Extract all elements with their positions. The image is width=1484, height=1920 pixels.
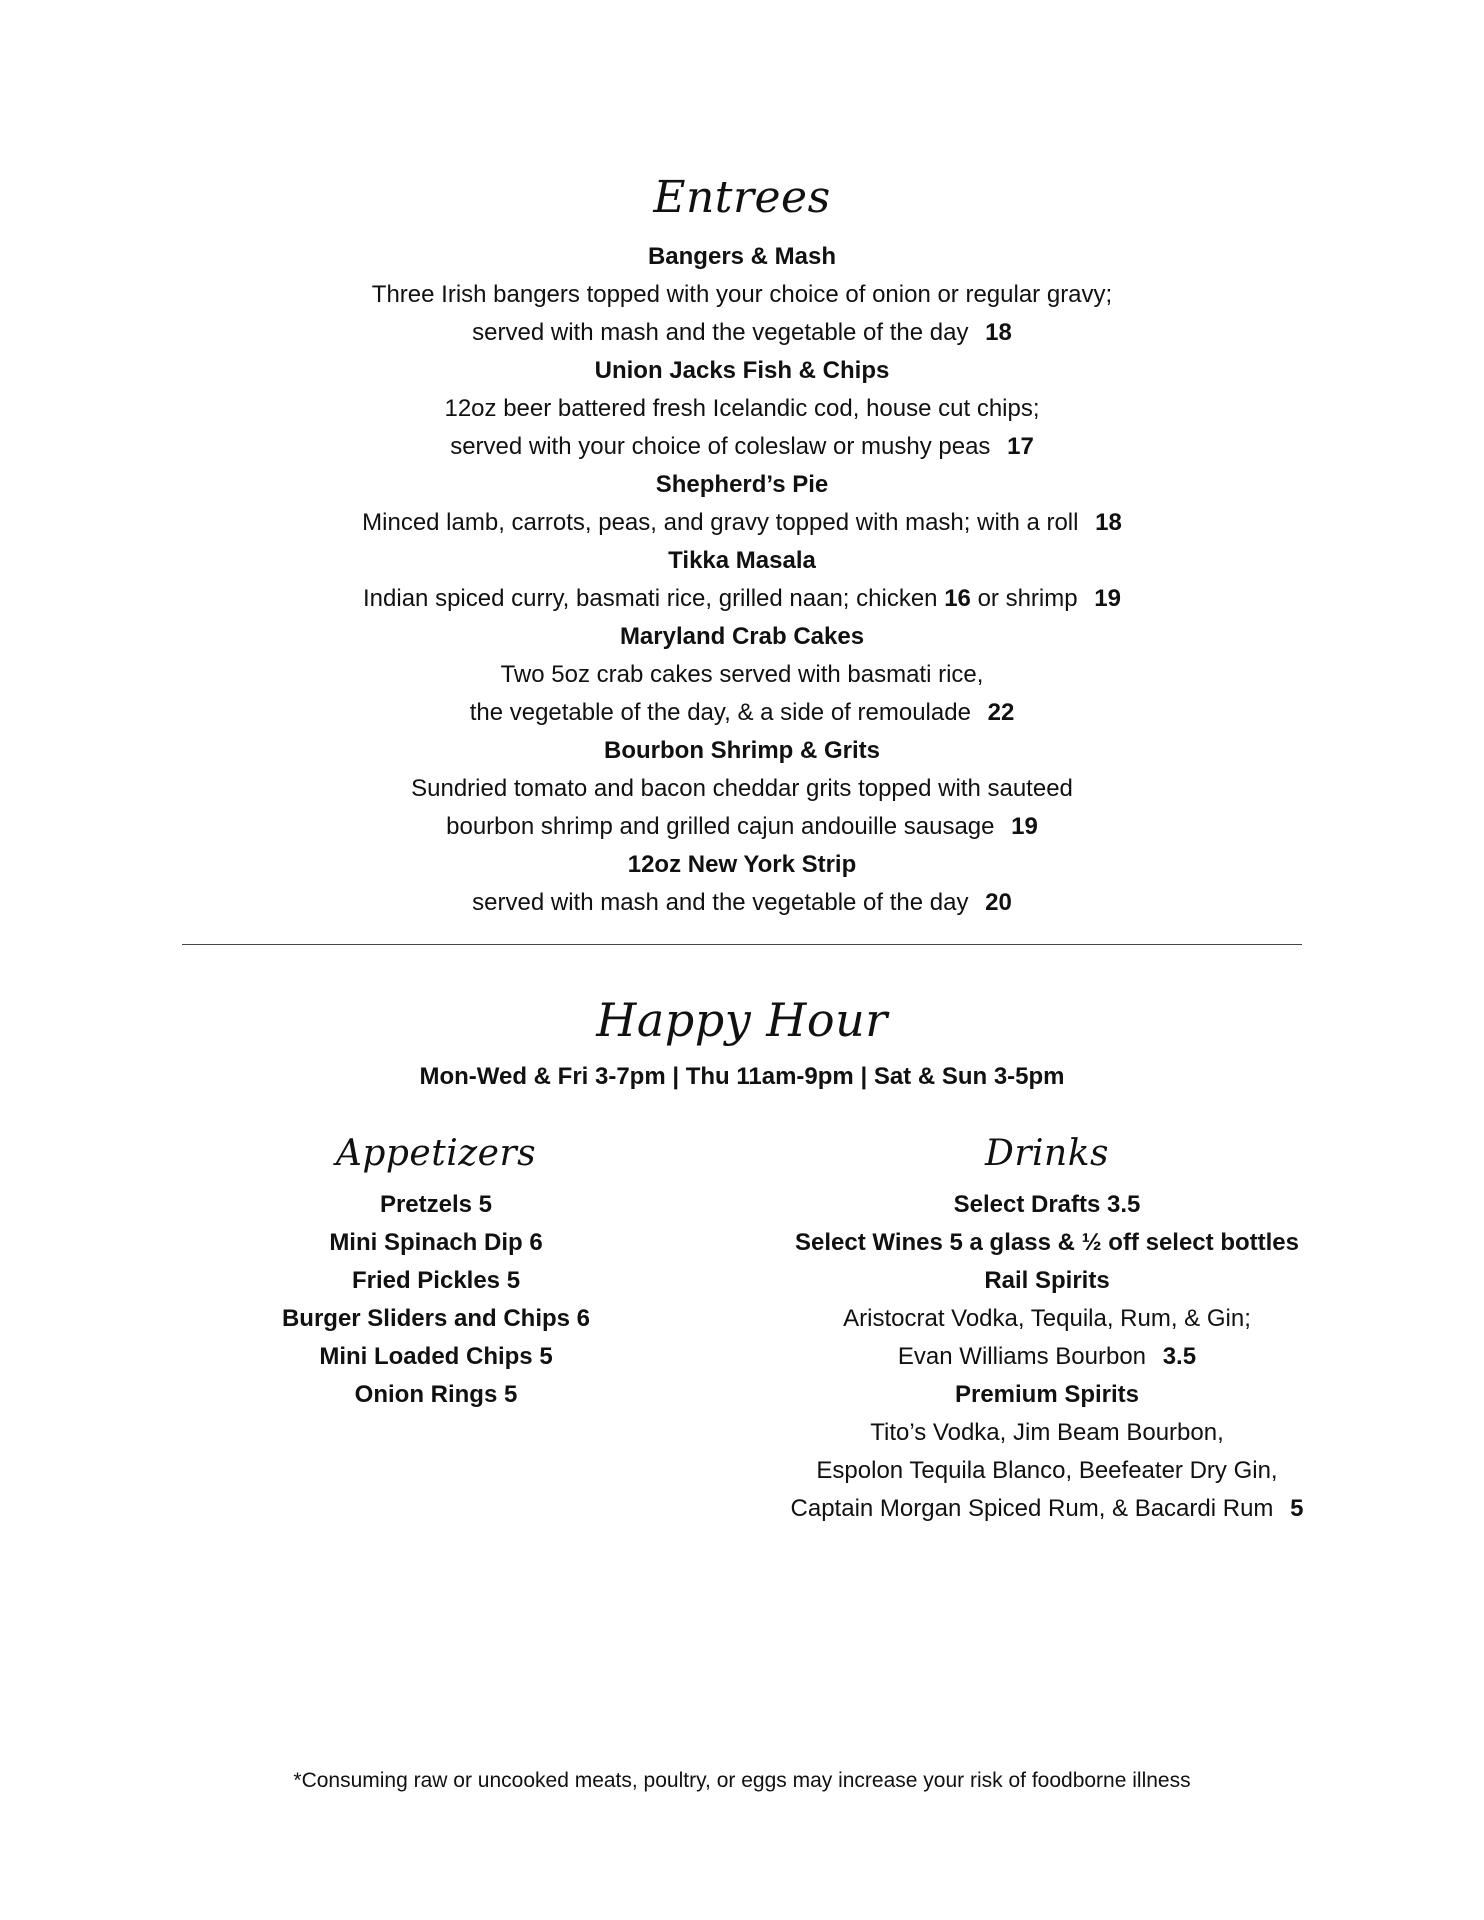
item-price: 22 [987, 699, 1015, 726]
item-description-text: Indian spiced curry, basmati rice, grilled naan; chicken [363, 585, 938, 612]
item-description-text: served with mash and the vegetable of the day [472, 889, 969, 916]
rail-spirits-text: Evan Williams Bourbon [897, 1343, 1147, 1370]
drink-item: Select Wines 5 a glass & ½ off select bottles [795, 1229, 1299, 1256]
item-price: 18 [985, 319, 1012, 346]
menu-item [0, 846, 1484, 922]
entrees-section [0, 168, 1484, 922]
appetizer-item: Burger Sliders and Chips 6 [281, 1305, 591, 1332]
drinks-column [772, 1130, 1322, 1528]
item-description-text: served with mash and the vegetable of the day [472, 319, 969, 346]
item-description: Two 5oz crab cakes served with basmati rice, [500, 661, 984, 688]
item-price-shrimp: 19 [1094, 585, 1121, 612]
drink-item: Select Drafts 3.5 [953, 1191, 1141, 1218]
entrees-title: Entrees [653, 172, 831, 223]
item-description [0, 314, 1484, 352]
premium-spirits-list: Espolon Tequila Blanco, Beefeater Dry Gin, [816, 1457, 1278, 1484]
menu-item [0, 238, 1484, 352]
appetizer-item: Fried Pickles 5 [351, 1267, 521, 1294]
item-description [0, 504, 1484, 542]
menu-item [0, 732, 1484, 846]
premium-spirits-list: Tito’s Vodka, Jim Beam Bourbon, [870, 1419, 1224, 1446]
item-name: Shepherd’s Pie [655, 471, 829, 498]
item-name: Bangers & Mash [647, 243, 837, 270]
premium-spirits-title: Premium Spirits [954, 1381, 1140, 1408]
premium-spirits-list [772, 1490, 1322, 1528]
menu-item [0, 466, 1484, 542]
item-name: Union Jacks Fish & Chips [594, 357, 890, 384]
item-name: Bourbon Shrimp & Grits [604, 737, 880, 764]
item-price: 18 [1095, 509, 1122, 536]
appetizer-item: Mini Loaded Chips 5 [319, 1343, 553, 1370]
item-description [0, 580, 1484, 618]
happy-hour-hours: Mon-Wed & Fri 3-7pm | Thu 11am-9pm | Sat & Sun 3-5pm [419, 1063, 1065, 1090]
item-price: 19 [1011, 813, 1038, 840]
section-divider [182, 944, 1302, 945]
premium-spirits-text: Captain Morgan Spiced Rum, & Bacardi Rum [790, 1495, 1274, 1522]
rail-spirits-list [772, 1338, 1322, 1376]
item-price: 17 [1007, 433, 1034, 460]
item-price: 20 [985, 889, 1012, 916]
item-description: Sundried tomato and bacon cheddar grits topped with sauteed [411, 775, 1073, 802]
rail-spirits-list: Aristocrat Vodka, Tequila, Rum, & Gin; [843, 1305, 1251, 1332]
appetizers-column [236, 1130, 636, 1414]
item-description: Three Irish bangers topped with your choice of onion or regular gravy; [371, 281, 1113, 308]
item-description [0, 884, 1484, 922]
item-description-text: the vegetable of the day, & a side of remoulade [469, 699, 971, 726]
rail-spirits-price: 3.5 [1162, 1343, 1197, 1370]
food-safety-disclaimer: *Consuming raw or uncooked meats, poultry, or eggs may increase your risk of foodborne illness [293, 1769, 1191, 1792]
item-price-chicken: 16 [944, 585, 971, 612]
item-description-text: or shrimp [977, 585, 1078, 612]
item-description: 12oz beer battered fresh Icelandic cod, house cut chips; [444, 395, 1040, 422]
item-name: Maryland Crab Cakes [619, 623, 865, 650]
happy-hour-section [0, 990, 1484, 1096]
item-description-text: Minced lamb, carrots, peas, and gravy topped with mash; with a roll [362, 509, 1079, 536]
premium-spirits-price: 5 [1290, 1495, 1304, 1522]
menu-item [0, 542, 1484, 618]
drinks-title: Drinks [984, 1133, 1110, 1174]
happy-hour-title: Happy Hour [596, 993, 888, 1047]
item-name: 12oz New York Strip [627, 851, 857, 878]
item-description [0, 428, 1484, 466]
appetizers-title: Appetizers [335, 1133, 537, 1174]
item-description-text: bourbon shrimp and grilled cajun andouille sausage [446, 813, 995, 840]
item-name: Tikka Masala [668, 547, 816, 574]
rail-spirits-title: Rail Spirits [984, 1267, 1110, 1294]
item-description [0, 694, 1484, 732]
menu-item [0, 618, 1484, 732]
item-description-text: served with your choice of coleslaw or mushy peas [450, 433, 991, 460]
item-description [0, 808, 1484, 846]
menu-item [0, 352, 1484, 466]
appetizer-item: Mini Spinach Dip 6 [329, 1229, 543, 1256]
appetizer-item: Onion Rings 5 [354, 1381, 518, 1408]
appetizer-item: Pretzels 5 [379, 1191, 493, 1218]
